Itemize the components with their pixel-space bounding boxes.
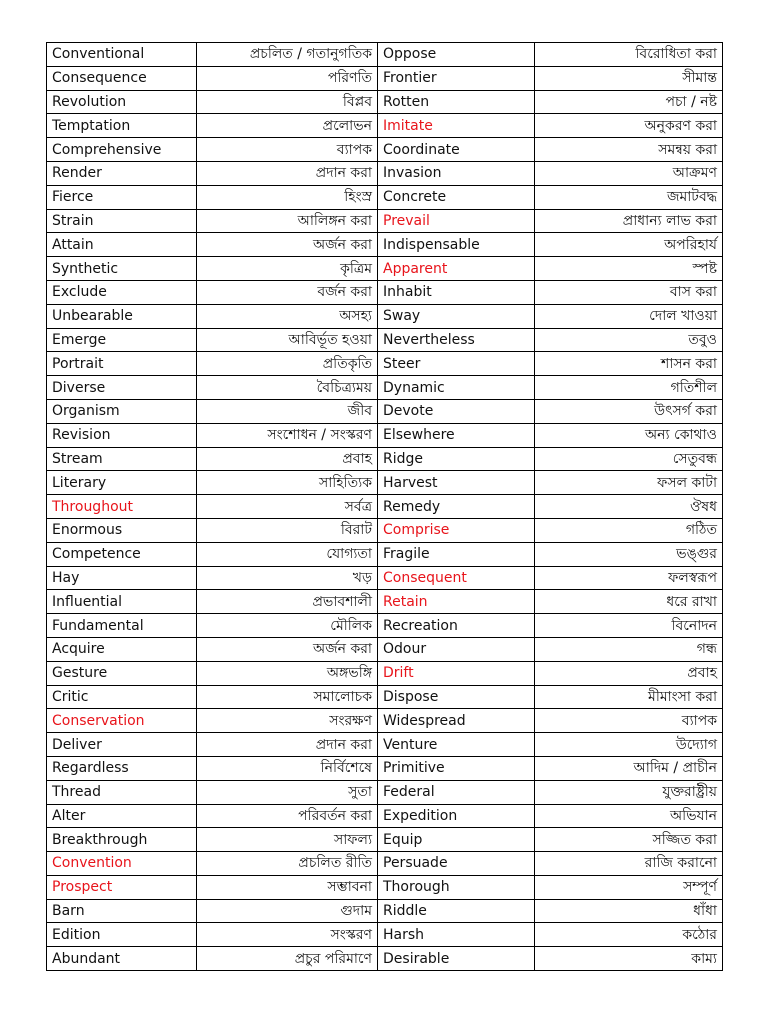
table-row — [47, 185, 723, 209]
bengali-meaning-right: ধাঁধা — [535, 899, 723, 923]
table-row — [47, 875, 723, 899]
english-word-left: Thread — [47, 780, 197, 804]
table-row — [47, 780, 723, 804]
english-word-left: Attain — [47, 233, 197, 257]
bengali-meaning-left: কৃত্রিম — [197, 257, 378, 281]
english-word-left: Conventional — [47, 43, 197, 67]
table-row — [47, 257, 723, 281]
bengali-meaning-left: পরিণতি — [197, 66, 378, 90]
bengali-meaning-left: অর্জন করা — [197, 637, 378, 661]
english-word-left: Gesture — [47, 661, 197, 685]
bengali-meaning-left: ব্যাপক — [197, 138, 378, 162]
bengali-meaning-right: স্পষ্ট — [535, 257, 723, 281]
bengali-meaning-right: উদ্যোগ — [535, 733, 723, 757]
bengali-meaning-right: দোল খাওয়া — [535, 304, 723, 328]
english-word-left: Strain — [47, 209, 197, 233]
table-row — [47, 709, 723, 733]
table-row — [47, 614, 723, 638]
bengali-meaning-right: রাজি করানো — [535, 852, 723, 876]
table-row — [47, 661, 723, 685]
table-row — [47, 733, 723, 757]
english-word-right: Equip — [378, 828, 535, 852]
table-row — [47, 471, 723, 495]
table-row — [47, 66, 723, 90]
english-word-left: Comprehensive — [47, 138, 197, 162]
bengali-meaning-right: কাম্য — [535, 947, 723, 971]
english-word-left: Convention — [47, 852, 197, 876]
table-row — [47, 566, 723, 590]
english-word-left: Prospect — [47, 875, 197, 899]
bengali-meaning-right: ফসল কাটা — [535, 471, 723, 495]
english-word-left: Deliver — [47, 733, 197, 757]
english-word-right: Persuade — [378, 852, 535, 876]
bengali-meaning-right: অভিযান — [535, 804, 723, 828]
bengali-meaning-right: বাস করা — [535, 280, 723, 304]
english-word-right: Drift — [378, 661, 535, 685]
bengali-meaning-left: বর্জন করা — [197, 280, 378, 304]
bengali-meaning-left: যোগ্যতা — [197, 542, 378, 566]
bengali-meaning-left: প্রলোভন — [197, 114, 378, 138]
english-word-left: Competence — [47, 542, 197, 566]
bengali-meaning-right: গতিশীল — [535, 376, 723, 400]
english-word-right: Nevertheless — [378, 328, 535, 352]
bengali-meaning-left: অর্জন করা — [197, 233, 378, 257]
english-word-right: Retain — [378, 590, 535, 614]
bengali-meaning-right: মীমাংসা করা — [535, 685, 723, 709]
english-word-right: Dispose — [378, 685, 535, 709]
english-word-left: Edition — [47, 923, 197, 947]
english-word-left: Enormous — [47, 518, 197, 542]
bengali-meaning-right: গঠিত — [535, 518, 723, 542]
bengali-meaning-right: ভঙ্গুর — [535, 542, 723, 566]
bengali-meaning-right: সম্পূর্ণ — [535, 875, 723, 899]
english-word-right: Sway — [378, 304, 535, 328]
bengali-meaning-right: আদিম / প্রাচীন — [535, 756, 723, 780]
english-word-left: Synthetic — [47, 257, 197, 281]
english-word-left: Organism — [47, 399, 197, 423]
english-word-right: Elsewhere — [378, 423, 535, 447]
english-word-right: Harsh — [378, 923, 535, 947]
bengali-meaning-right: প্রাধান্য লাভ করা — [535, 209, 723, 233]
bengali-meaning-left: বিপ্লব — [197, 90, 378, 114]
bengali-meaning-left: গুদাম — [197, 899, 378, 923]
table-row — [47, 495, 723, 519]
bengali-meaning-left: মৌলিক — [197, 614, 378, 638]
english-word-left: Barn — [47, 899, 197, 923]
bengali-meaning-left: প্রদান করা — [197, 733, 378, 757]
english-word-right: Indispensable — [378, 233, 535, 257]
bengali-meaning-right: আক্রমণ — [535, 161, 723, 185]
english-word-right: Recreation — [378, 614, 535, 638]
english-word-right: Remedy — [378, 495, 535, 519]
table-row — [47, 114, 723, 138]
bengali-meaning-left: প্রদান করা — [197, 161, 378, 185]
bengali-meaning-left: প্রতিকৃতি — [197, 352, 378, 376]
bengali-meaning-left: প্রভাবশালী — [197, 590, 378, 614]
english-word-left: Exclude — [47, 280, 197, 304]
bengali-meaning-right: শাসন করা — [535, 352, 723, 376]
bengali-meaning-left: প্রবাহ — [197, 447, 378, 471]
table-row — [47, 280, 723, 304]
bengali-meaning-right: তবুও — [535, 328, 723, 352]
bengali-meaning-right: অনুকরণ করা — [535, 114, 723, 138]
english-word-right: Riddle — [378, 899, 535, 923]
english-word-left: Fundamental — [47, 614, 197, 638]
english-word-right: Frontier — [378, 66, 535, 90]
english-word-right: Widespread — [378, 709, 535, 733]
bengali-meaning-left: হিংস্র — [197, 185, 378, 209]
english-word-left: Acquire — [47, 637, 197, 661]
english-word-right: Venture — [378, 733, 535, 757]
english-word-right: Prevail — [378, 209, 535, 233]
bengali-meaning-right: ফলস্বরূপ — [535, 566, 723, 590]
english-word-right: Federal — [378, 780, 535, 804]
english-word-left: Hay — [47, 566, 197, 590]
english-word-left: Consequence — [47, 66, 197, 90]
english-word-left: Portrait — [47, 352, 197, 376]
english-word-right: Dynamic — [378, 376, 535, 400]
bengali-meaning-left: বিরাট — [197, 518, 378, 542]
table-row — [47, 899, 723, 923]
table-row — [47, 923, 723, 947]
table-row — [47, 376, 723, 400]
bengali-meaning-left: প্রচলিত রীতি — [197, 852, 378, 876]
bengali-meaning-left: অঙ্গভঙ্গি — [197, 661, 378, 685]
english-word-left: Revision — [47, 423, 197, 447]
bengali-meaning-right: সেতুবন্ধ — [535, 447, 723, 471]
bengali-meaning-left: জীব — [197, 399, 378, 423]
english-word-left: Critic — [47, 685, 197, 709]
table-row — [47, 590, 723, 614]
bengali-meaning-right: কঠোর — [535, 923, 723, 947]
bengali-meaning-right: বিনোদন — [535, 614, 723, 638]
english-word-left: Stream — [47, 447, 197, 471]
table-row — [47, 138, 723, 162]
table-row — [47, 233, 723, 257]
bengali-meaning-left: আবির্ভূত হওয়া — [197, 328, 378, 352]
bengali-meaning-left: পরিবর্তন করা — [197, 804, 378, 828]
bengali-meaning-left: সংশোধন / সংস্করণ — [197, 423, 378, 447]
english-word-left: Unbearable — [47, 304, 197, 328]
bengali-meaning-left: খড় — [197, 566, 378, 590]
english-word-left: Render — [47, 161, 197, 185]
bengali-meaning-right: গন্ধ — [535, 637, 723, 661]
english-word-left: Fierce — [47, 185, 197, 209]
english-word-right: Fragile — [378, 542, 535, 566]
bengali-meaning-left: সম্ভাবনা — [197, 875, 378, 899]
table-row — [47, 947, 723, 971]
english-word-right: Ridge — [378, 447, 535, 471]
english-word-left: Abundant — [47, 947, 197, 971]
table-row — [47, 804, 723, 828]
table-row — [47, 637, 723, 661]
english-word-left: Throughout — [47, 495, 197, 519]
table-row — [47, 447, 723, 471]
table-row — [47, 828, 723, 852]
bengali-meaning-left: সংস্করণ — [197, 923, 378, 947]
bengali-meaning-left: সর্বত্র — [197, 495, 378, 519]
english-word-left: Regardless — [47, 756, 197, 780]
table-row — [47, 518, 723, 542]
table-row — [47, 423, 723, 447]
english-word-right: Desirable — [378, 947, 535, 971]
english-word-left: Conservation — [47, 709, 197, 733]
table-row — [47, 756, 723, 780]
bengali-meaning-right: জমাটবদ্ধ — [535, 185, 723, 209]
english-word-right: Imitate — [378, 114, 535, 138]
table-row — [47, 542, 723, 566]
english-word-right: Thorough — [378, 875, 535, 899]
english-word-left: Literary — [47, 471, 197, 495]
english-word-right: Inhabit — [378, 280, 535, 304]
table-row — [47, 852, 723, 876]
english-word-right: Expedition — [378, 804, 535, 828]
table-row — [47, 352, 723, 376]
table-row — [47, 328, 723, 352]
english-word-right: Oppose — [378, 43, 535, 67]
bengali-meaning-right: উৎসর্গ করা — [535, 399, 723, 423]
bengali-meaning-left: সাফল্য — [197, 828, 378, 852]
bengali-meaning-left: সংরক্ষণ — [197, 709, 378, 733]
english-word-left: Emerge — [47, 328, 197, 352]
english-word-right: Harvest — [378, 471, 535, 495]
bengali-meaning-right: অপরিহার্য — [535, 233, 723, 257]
table-row — [47, 209, 723, 233]
english-word-right: Invasion — [378, 161, 535, 185]
english-word-right: Comprise — [378, 518, 535, 542]
bengali-meaning-left: আলিঙ্গন করা — [197, 209, 378, 233]
bengali-meaning-right: বিরোধিতা করা — [535, 43, 723, 67]
bengali-meaning-left: বৈচিত্র্যময় — [197, 376, 378, 400]
table-row — [47, 43, 723, 67]
bengali-meaning-left: অসহ্য — [197, 304, 378, 328]
bengali-meaning-left: প্রচলিত / গতানুগতিক — [197, 43, 378, 67]
bengali-meaning-right: ব্যাপক — [535, 709, 723, 733]
english-word-right: Apparent — [378, 257, 535, 281]
bengali-meaning-left: সুতা — [197, 780, 378, 804]
english-word-left: Diverse — [47, 376, 197, 400]
english-word-right: Primitive — [378, 756, 535, 780]
english-word-right: Rotten — [378, 90, 535, 114]
english-word-left: Revolution — [47, 90, 197, 114]
bengali-meaning-left: প্রচুর পরিমাণে — [197, 947, 378, 971]
bengali-meaning-right: ঔষধ — [535, 495, 723, 519]
table-row — [47, 90, 723, 114]
english-word-left: Alter — [47, 804, 197, 828]
bengali-meaning-right: যুক্তরাষ্ট্রীয় — [535, 780, 723, 804]
vocabulary-table — [46, 42, 723, 971]
table-row — [47, 161, 723, 185]
bengali-meaning-right: প্রবাহ — [535, 661, 723, 685]
bengali-meaning-left: সাহিত্যিক — [197, 471, 378, 495]
english-word-right: Odour — [378, 637, 535, 661]
bengali-meaning-right: সজ্জিত করা — [535, 828, 723, 852]
bengali-meaning-right: পচা / নষ্ট — [535, 90, 723, 114]
table-row — [47, 304, 723, 328]
bengali-meaning-right: সমন্বয় করা — [535, 138, 723, 162]
english-word-left: Breakthrough — [47, 828, 197, 852]
table-row — [47, 399, 723, 423]
english-word-left: Influential — [47, 590, 197, 614]
english-word-right: Steer — [378, 352, 535, 376]
bengali-meaning-right: সীমান্ত — [535, 66, 723, 90]
bengali-meaning-right: অন্য কোথাও — [535, 423, 723, 447]
english-word-right: Devote — [378, 399, 535, 423]
bengali-meaning-right: ধরে রাখা — [535, 590, 723, 614]
english-word-right: Concrete — [378, 185, 535, 209]
vocabulary-table-body — [47, 43, 723, 971]
bengali-meaning-left: নির্বিশেষে — [197, 756, 378, 780]
english-word-left: Temptation — [47, 114, 197, 138]
bengali-meaning-left: সমালোচক — [197, 685, 378, 709]
english-word-right: Coordinate — [378, 138, 535, 162]
table-row — [47, 685, 723, 709]
english-word-right: Consequent — [378, 566, 535, 590]
